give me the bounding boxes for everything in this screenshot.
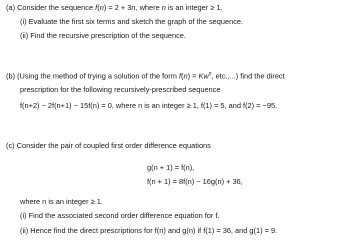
part-b-recurrence: f(n+2) − 2f(n+1) − 15f(n) = 0, where n is an integer ≥ 1, f(1) = 5, and f(2) = −95. [20,101,278,110]
part-c-statement: (c) Consider the pair of coupled first order difference equations [6,141,211,150]
part-c-eq-g: g(n + 1) = f(n), [147,163,195,172]
part-c-i: (i) Find the associated second order difference equation for f. [20,211,220,220]
part-b-line2: prescription for the following recursively-prescribed sequence [20,85,221,94]
part-a-statement: (a) Consider the sequence f(n) = 2 + 3n, where n is an integer ≥ 1. [6,3,223,12]
part-b-statement: (b) (Using the method of trying a solution of the form $f(n) = Kw^n$, etc.,...) find the direct [6,71,285,81]
part-c-where: where n is an integer ≥ 1. [20,197,103,206]
part-c-ii: (ii) Hence find the direct prescriptions for f(n) and g(n) if f(1) = 36, and g(1) = 9. [20,226,278,235]
part-c-eq-f: f(n + 1) = 8f(n) − 16g(n) + 36, [147,177,243,186]
part-a-i: (i) Evaluate the first six terms and sketch the graph of the sequence. [20,17,244,26]
part-a-ii: (ii) Find the recursive prescription of the sequence. [20,31,186,40]
